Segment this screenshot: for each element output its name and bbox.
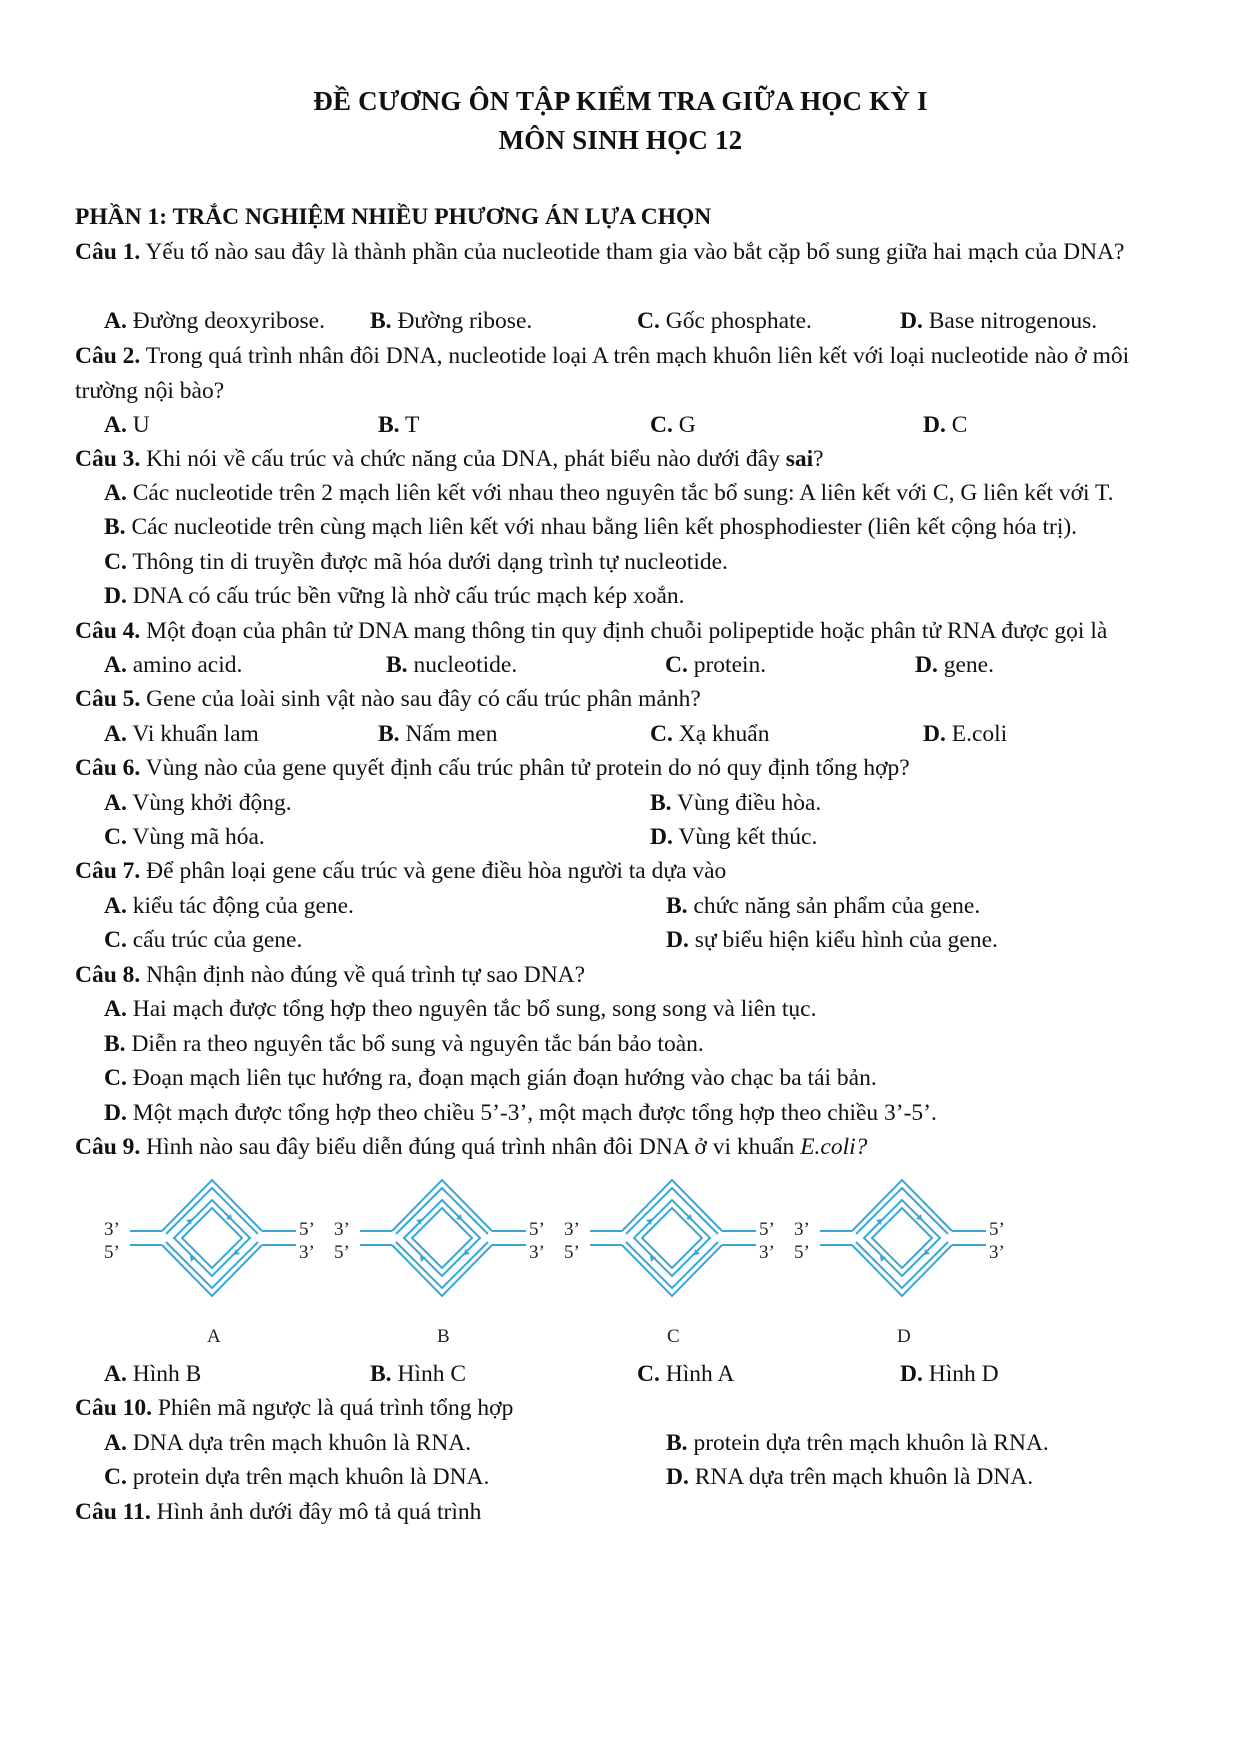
replication-panel-a bbox=[104, 1180, 315, 1347]
option-3c: C. Thông tin di truyền được mã hóa dưới dạng trình tự nucleotide. bbox=[104, 549, 728, 575]
question-text: Trong quá trình nhân đôi DNA, nucleotide loại A trên mạch khuôn liên kết với loại nucleotide nào ở môi trường nội bào? bbox=[75, 343, 1130, 404]
option-4a: A. amino acid. bbox=[104, 652, 243, 678]
new-strand bbox=[174, 1200, 250, 1276]
replication-panel-d bbox=[794, 1180, 1005, 1347]
option-1b: B. Đường ribose. bbox=[370, 308, 533, 334]
strand-end-label: 3’ bbox=[989, 1242, 1005, 1263]
question-label: Câu 2. bbox=[75, 343, 141, 369]
strand-end-label: 5’ bbox=[794, 1242, 810, 1263]
option-1c: C. Gốc phosphate. bbox=[637, 308, 812, 334]
option-7b: B. chức năng sản phẩm của gene. bbox=[666, 893, 981, 919]
strand-end-label: 5’ bbox=[334, 1242, 350, 1263]
question-2 bbox=[75, 339, 1185, 408]
parental-strand bbox=[162, 1180, 262, 1296]
question-5: Câu 5. Gene của loài sinh vật nào sau đây có cấu trúc phân mảnh? bbox=[75, 686, 701, 712]
strand-end-label: 3’ bbox=[104, 1219, 120, 1240]
option-8d: D. Một mạch được tổng hợp theo chiều 5’-3’, một mạch được tổng hợp theo chiều 3’-5’. bbox=[104, 1100, 937, 1126]
option-8a: A. Hai mạch được tổng hợp theo nguyên tắc bổ sung, song song và liên tục. bbox=[104, 996, 817, 1022]
strand-end-label: 5’ bbox=[989, 1219, 1005, 1240]
option-10a: A. DNA dựa trên mạch khuôn là RNA. bbox=[104, 1430, 472, 1456]
option-10b: B. protein dựa trên mạch khuôn là RNA. bbox=[666, 1430, 1049, 1456]
option-8c: C. Đoạn mạch liên tục hướng ra, đoạn mạch gián đoạn hướng vào chạc ba tái bản. bbox=[104, 1065, 877, 1091]
question-7: Câu 7. Để phân loại gene cấu trúc và gene điều hòa người ta dựa vào bbox=[75, 858, 727, 884]
option-5c: C. Xạ khuẩn bbox=[650, 721, 770, 747]
strand-end-label: 5’ bbox=[564, 1242, 580, 1263]
option-9d: D. Hình D bbox=[900, 1361, 999, 1387]
parental-strand bbox=[622, 1180, 722, 1296]
new-strand bbox=[864, 1200, 940, 1276]
strand-end-label: 5’ bbox=[299, 1219, 315, 1240]
option-9a: A. Hình B bbox=[104, 1361, 202, 1387]
document-title: ĐỀ CƯƠNG ÔN TẬP KIỂM TRA GIỮA HỌC KỲ I bbox=[313, 86, 928, 116]
option-5b: B. Nấm men bbox=[378, 721, 498, 747]
option-10d: D. RNA dựa trên mạch khuôn là DNA. bbox=[666, 1464, 1034, 1490]
replication-panel-c bbox=[564, 1180, 775, 1347]
strand-end-label: 5’ bbox=[104, 1242, 120, 1263]
panel-label: C bbox=[667, 1326, 680, 1347]
question-8: Câu 8. Nhận định nào đúng về quá trình tự sao DNA? bbox=[75, 962, 586, 988]
question-1 bbox=[75, 235, 1185, 270]
parental-strand bbox=[166, 1188, 258, 1288]
strand-end-label: 3’ bbox=[529, 1242, 545, 1263]
strand-end-label: 3’ bbox=[794, 1219, 810, 1240]
option-8b: B. Diễn ra theo nguyên tắc bổ sung và nguyên tắc bán bảo toàn. bbox=[104, 1031, 704, 1057]
option-9c: C. Hình A bbox=[637, 1361, 735, 1387]
option-2b: B. T bbox=[378, 412, 420, 438]
strand-end-label: 3’ bbox=[564, 1219, 580, 1240]
question-4: Câu 4. Một đoạn của phân tử DNA mang thông tin quy định chuỗi polipeptide hoặc phân tử RNA được gọi là bbox=[75, 618, 1108, 644]
option-6b: B. Vùng điều hòa. bbox=[650, 790, 822, 816]
parental-strand bbox=[396, 1188, 488, 1288]
panel-label: D bbox=[897, 1326, 911, 1347]
strand-end-label: 5’ bbox=[759, 1219, 775, 1240]
option-2d: D. C bbox=[923, 412, 968, 438]
new-strand bbox=[634, 1200, 710, 1276]
replication-fork-diagram bbox=[100, 1172, 1060, 1348]
question-text: Yếu tố nào sau đây là thành phần của nucleotide tham gia vào bắt cặp bổ sung giữa hai mạch của DNA? bbox=[145, 239, 1125, 265]
option-2c: C. G bbox=[650, 412, 696, 438]
section-heading: PHẦN 1: TRẮC NGHIỆM NHIỀU PHƯƠNG ÁN LỰA CHỌN bbox=[75, 204, 712, 230]
strand-end-label: 3’ bbox=[334, 1219, 350, 1240]
parental-strand bbox=[852, 1180, 952, 1296]
strand-end-label: 3’ bbox=[759, 1242, 775, 1263]
parental-strand bbox=[392, 1180, 492, 1296]
option-5d: D. E.coli bbox=[923, 721, 1008, 747]
document-subtitle: MÔN SINH HỌC 12 bbox=[498, 125, 743, 155]
option-1a: A. Đường deoxyribose. bbox=[104, 308, 325, 334]
replication-panel-b bbox=[334, 1180, 545, 1347]
new-strand bbox=[404, 1200, 480, 1276]
strand-end-label: 3’ bbox=[299, 1242, 315, 1263]
option-3b: B. Các nucleotide trên cùng mạch liên kết với nhau bằng liên kết phosphodiester (liên kết cộng hóa trị). bbox=[104, 514, 1078, 540]
parental-strand bbox=[856, 1188, 948, 1288]
option-5a: A. Vi khuẩn lam bbox=[104, 721, 259, 747]
question-6: Câu 6. Vùng nào của gene quyết định cấu trúc phân tử protein do nó quy định tổng hợp? bbox=[75, 755, 910, 781]
option-6d: D. Vùng kết thúc. bbox=[650, 824, 818, 850]
option-3d: D. DNA có cấu trúc bền vững là nhờ cấu trúc mạch kép xoắn. bbox=[104, 583, 685, 609]
strand-end-label: 5’ bbox=[529, 1219, 545, 1240]
option-10c: C. protein dựa trên mạch khuôn là DNA. bbox=[104, 1464, 490, 1490]
question-label: Câu 1. bbox=[75, 239, 141, 265]
panel-label: A bbox=[207, 1326, 221, 1347]
option-4c: C. protein. bbox=[665, 652, 767, 678]
option-7c: C. cấu trúc của gene. bbox=[104, 927, 303, 953]
option-2a: A. U bbox=[104, 412, 150, 438]
option-6c: C. Vùng mã hóa. bbox=[104, 824, 265, 850]
option-6a: A. Vùng khởi động. bbox=[104, 790, 292, 816]
option-4b: B. nucleotide. bbox=[386, 652, 518, 678]
question-11: Câu 11. Hình ảnh dưới đây mô tả quá trình bbox=[75, 1499, 482, 1525]
question-9: Câu 9. Hình nào sau đây biểu diễn đúng quá trình nhân đôi DNA ở vi khuẩn E.coli? bbox=[75, 1134, 868, 1160]
question-3: Câu 3. Khi nói về cấu trúc và chức năng của DNA, phát biểu nào dưới đây sai? bbox=[75, 446, 824, 472]
question-10: Câu 10. Phiên mã ngược là quá trình tổng hợp bbox=[75, 1395, 514, 1421]
panel-label: B bbox=[437, 1326, 450, 1347]
option-4d: D. gene. bbox=[915, 652, 994, 678]
option-7d: D. sự biểu hiện kiểu hình của gene. bbox=[666, 927, 998, 953]
option-7a: A. kiểu tác động của gene. bbox=[104, 893, 354, 919]
parental-strand bbox=[626, 1188, 718, 1288]
option-9b: B. Hình C bbox=[370, 1361, 466, 1387]
option-3a: A. Các nucleotide trên 2 mạch liên kết với nhau theo nguyên tắc bổ sung: A liên kết với C, G liên kết với T. bbox=[104, 480, 1114, 506]
option-1d: D. Base nitrogenous. bbox=[900, 308, 1098, 334]
